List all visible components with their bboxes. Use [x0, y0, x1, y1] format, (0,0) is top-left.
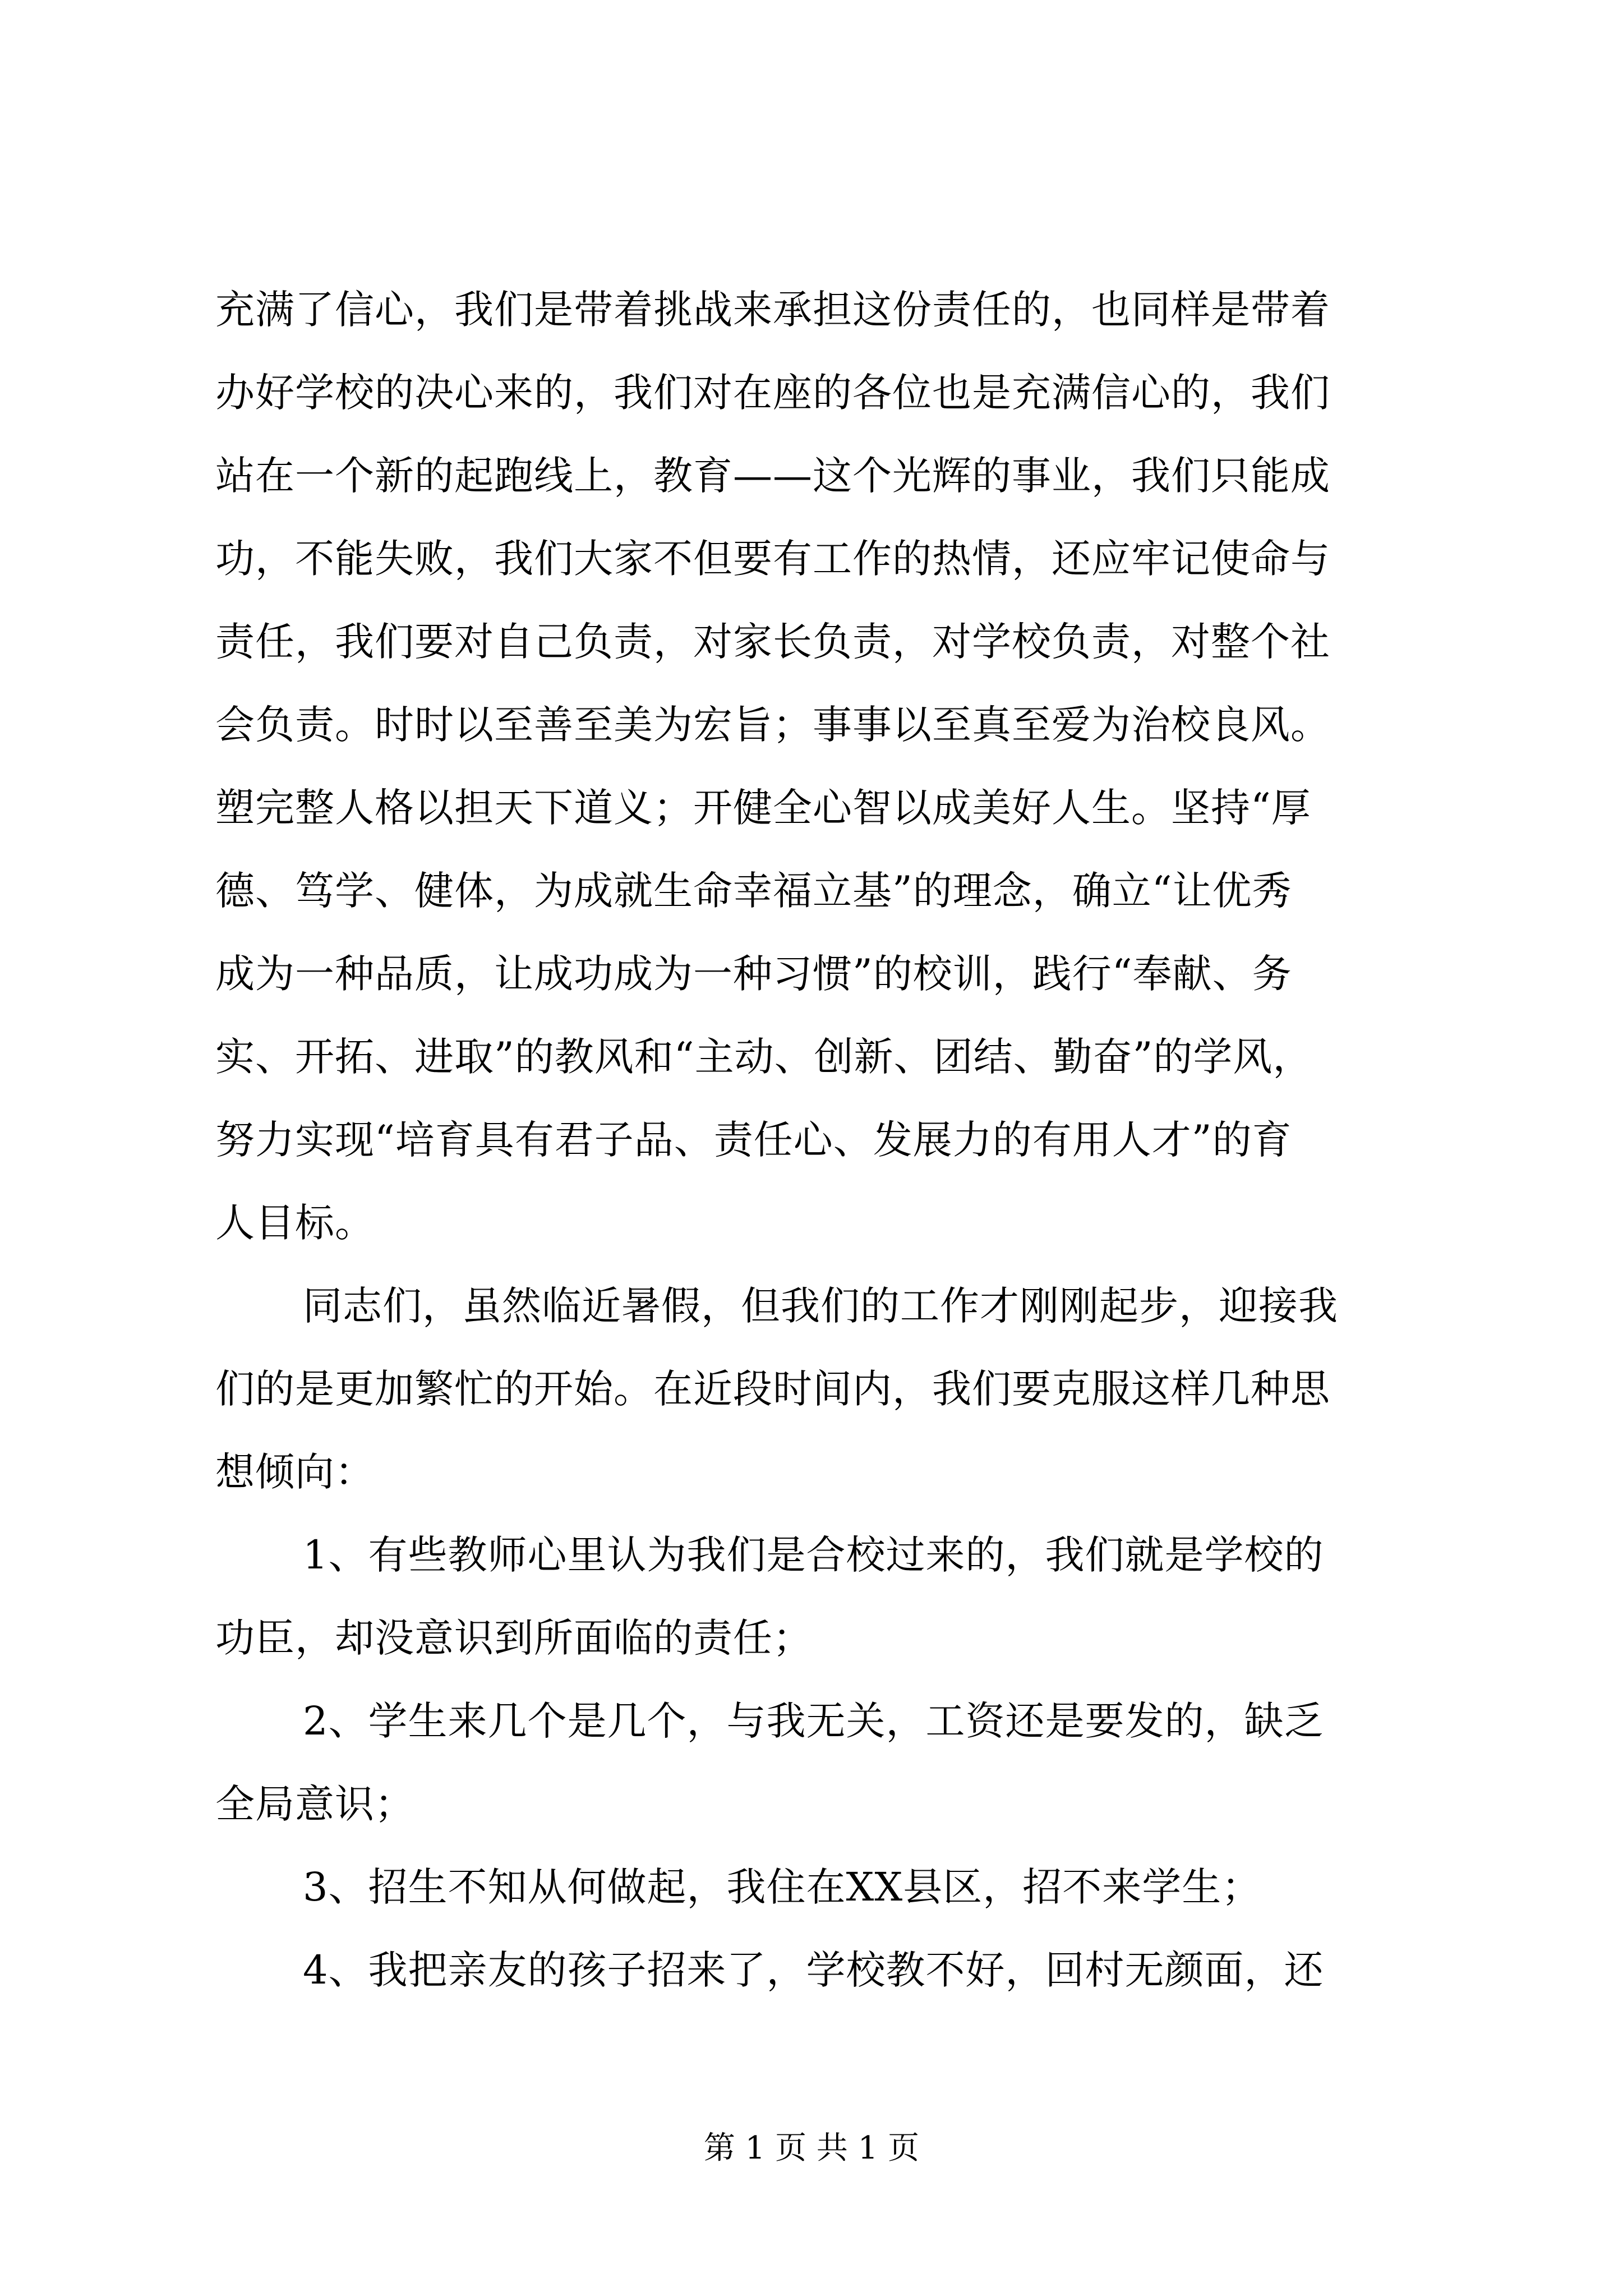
text-line: 功臣，却没意识到所面临的责任；	[215, 1615, 813, 1661]
text-line: 德、笃学、健体，为成就生命幸福立基”的理念，确立“让优秀	[215, 868, 1292, 914]
text-line: 们的是更加繁忙的开始。在近段时间内，我们要克服这样几种思	[215, 1366, 1330, 1412]
text-line: 塑完整人格以担天下道义；开健全心智以成美好人生。坚持“厚	[215, 785, 1311, 831]
text-line: 实、开拓、进取”的教风和“主动、创新、团结、勤奋”的学风，	[215, 1034, 1313, 1080]
text-line: 办好学校的决心来的，我们对在座的各位也是充满信心的，我们	[215, 370, 1330, 416]
text-line: 功，不能失败，我们大家不但要有工作的热情，还应牢记使命与	[215, 536, 1330, 582]
document-body	[215, 268, 1421, 2012]
list-item-1: 1、有些教师心里认为我们是合校过来的，我们就是学校的	[303, 1532, 1324, 1578]
page-footer: 第 1 页 共 1 页	[703, 2130, 920, 2166]
text-line: 站在一个新的起跑线上，教育——这个光辉的事业，我们只能成	[215, 453, 1330, 499]
text-line: 充满了信心，我们是带着挑战来承担这份责任的，也同样是带着	[215, 287, 1330, 333]
text-line: 全局意识；	[215, 1781, 414, 1827]
text-line: 成为一种品质，让成功成为一种习惯”的校训，践行“奉献、务	[215, 951, 1292, 997]
list-item-3: 3、招生不知从何做起，我住在XX县区，招不来学生；	[303, 1864, 1262, 1910]
text-line: 会负责。时时以至善至美为宏旨；事事以至真至爱为治校良风。	[215, 702, 1330, 748]
list-item-4: 4、我把亲友的孩子招来了，学校教不好，回村无颜面，还	[303, 1947, 1324, 1993]
text-line: 人目标。	[215, 1200, 375, 1246]
text-line: 努力实现“培育具有君子品、责任心、发展力的有用人才”的育	[215, 1117, 1292, 1163]
list-item-2: 2、学生来几个是几个，与我无关，工资还是要发的，缺乏	[303, 1698, 1324, 1744]
text-line: 想倾向：	[215, 1449, 375, 1495]
text-line: 责任，我们要对自己负责，对家长负责，对学校负责，对整个社	[215, 619, 1330, 665]
paragraph-first-line: 同志们，虽然临近暑假，但我们的工作才刚刚起步，迎接我	[303, 1283, 1338, 1329]
